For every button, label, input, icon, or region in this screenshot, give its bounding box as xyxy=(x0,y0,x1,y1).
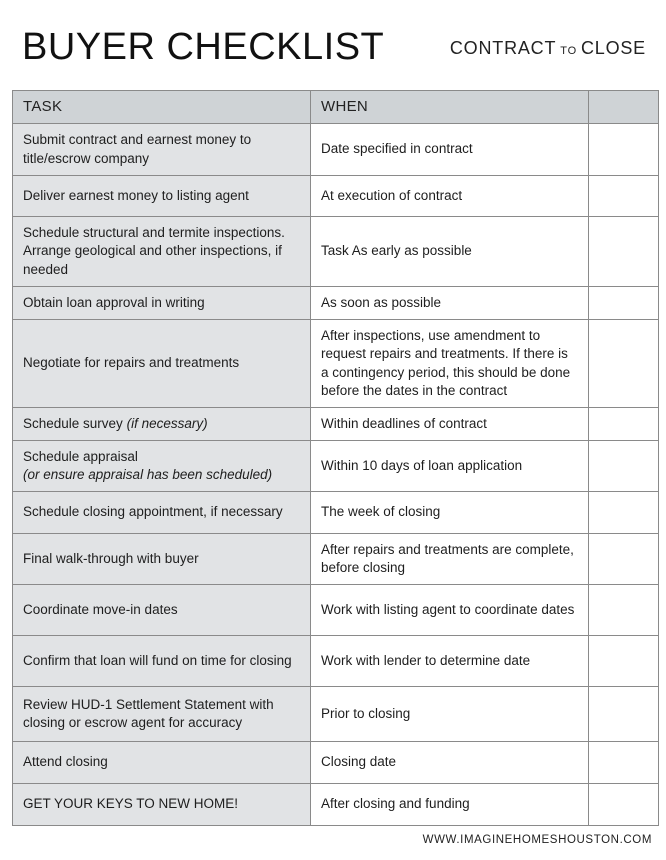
page-subtitle xyxy=(450,38,646,59)
table-header-row xyxy=(13,91,659,124)
check-cell[interactable] xyxy=(589,408,659,441)
table-row xyxy=(13,687,659,742)
task-cell: Coordinate move-in dates xyxy=(13,585,311,636)
check-cell[interactable] xyxy=(589,742,659,784)
task-note: (or ensure appraisal has been scheduled) xyxy=(23,467,273,482)
check-cell[interactable] xyxy=(589,534,659,585)
table-row xyxy=(13,492,659,534)
subtitle-close: CLOSE xyxy=(580,38,646,58)
website-footer: WWW.IMAGINEHOMESHOUSTON.COM xyxy=(422,834,652,846)
task-cell: GET YOUR KEYS TO NEW HOME! xyxy=(13,784,311,826)
page-title: BUYER CHECKLIST xyxy=(22,26,385,68)
when-cell: Work with listing agent to coordinate dates xyxy=(311,585,589,636)
table-row xyxy=(13,636,659,687)
task-cell: Final walk-through with buyer xyxy=(13,534,311,585)
when-cell: Date specified in contract xyxy=(311,124,589,176)
table-row xyxy=(13,217,659,287)
task-text: Schedule appraisal xyxy=(23,448,138,464)
task-cell: Submit contract and earnest money to title/escrow company xyxy=(13,124,311,176)
check-cell[interactable] xyxy=(589,287,659,320)
task-note: (if necessary) xyxy=(126,415,208,431)
when-cell: Closing date xyxy=(311,742,589,784)
column-header-check xyxy=(589,91,659,124)
check-cell[interactable] xyxy=(589,320,659,408)
task-cell xyxy=(13,408,311,441)
when-cell: After closing and funding xyxy=(311,784,589,826)
table-row xyxy=(13,124,659,176)
task-text: Schedule survey xyxy=(23,415,123,431)
when-cell: After repairs and treatments are complete, before closing xyxy=(311,534,589,585)
check-cell[interactable] xyxy=(589,585,659,636)
task-cell: Negotiate for repairs and treatments xyxy=(13,320,311,408)
task-cell: Review HUD-1 Settlement Statement with closing or escrow agent for accuracy xyxy=(13,687,311,742)
check-cell[interactable] xyxy=(589,784,659,826)
check-cell[interactable] xyxy=(589,124,659,176)
table-row xyxy=(13,408,659,441)
check-cell[interactable] xyxy=(589,492,659,534)
task-cell: Attend closing xyxy=(13,742,311,784)
check-cell[interactable] xyxy=(589,636,659,687)
table-row xyxy=(13,320,659,408)
task-cell: Schedule structural and termite inspections. Arrange geological and other inspections, if needed xyxy=(13,217,311,287)
when-cell: Work with lender to determine date xyxy=(311,636,589,687)
when-cell: Within deadlines of contract xyxy=(311,408,589,441)
task-cell: Confirm that loan will fund on time for closing xyxy=(13,636,311,687)
table-row xyxy=(13,534,659,585)
table-row xyxy=(13,287,659,320)
check-cell[interactable] xyxy=(589,687,659,742)
table-row xyxy=(13,441,659,492)
column-header-task: TASK xyxy=(13,91,311,124)
task-cell xyxy=(13,441,311,492)
checklist-table xyxy=(12,90,659,826)
table-row xyxy=(13,176,659,217)
check-cell[interactable] xyxy=(589,217,659,287)
subtitle-contract: CONTRACT xyxy=(449,38,557,58)
task-cell: Schedule closing appointment, if necessary xyxy=(13,492,311,534)
when-cell: As soon as possible xyxy=(311,287,589,320)
task-cell: Obtain loan approval in writing xyxy=(13,287,311,320)
when-cell: At execution of contract xyxy=(311,176,589,217)
subtitle-to: TO xyxy=(560,45,577,57)
when-cell: After inspections, use amendment to request repairs and treatments. If there is a contingency period, this should be done before the dates in the contract xyxy=(311,320,589,408)
table-row xyxy=(13,784,659,826)
column-header-when: WHEN xyxy=(311,91,589,124)
when-cell: Prior to closing xyxy=(311,687,589,742)
check-cell[interactable] xyxy=(589,441,659,492)
check-cell[interactable] xyxy=(589,176,659,217)
when-cell: Task As early as possible xyxy=(311,217,589,287)
when-cell: Within 10 days of loan application xyxy=(311,441,589,492)
task-cell: Deliver earnest money to listing agent xyxy=(13,176,311,217)
table-row xyxy=(13,585,659,636)
table-row xyxy=(13,742,659,784)
when-cell: The week of closing xyxy=(311,492,589,534)
